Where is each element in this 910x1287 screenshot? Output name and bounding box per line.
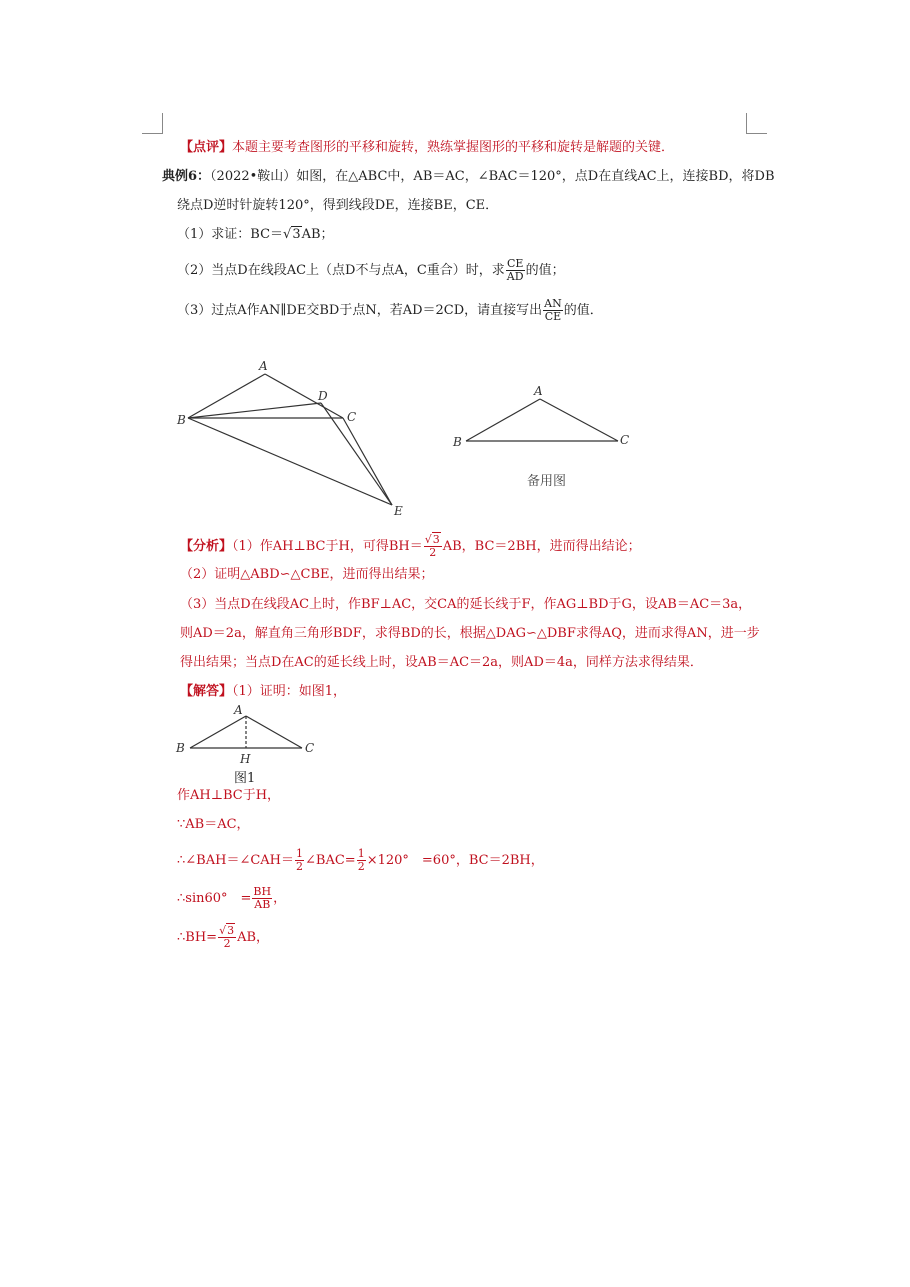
label-c: C <box>305 741 315 755</box>
analysis-fraction: $\frac{√3}{2}$ <box>424 533 440 559</box>
spare-figure <box>450 380 640 455</box>
label-b: B <box>453 435 462 449</box>
analysis-line-4 <box>180 625 760 643</box>
label-b: B <box>177 413 186 427</box>
solution-tag: 【解答】 <box>180 684 233 699</box>
solution-text: AB， <box>237 930 270 945</box>
fraction-half <box>357 848 366 873</box>
figure-1-caption: 图1 <box>234 771 256 786</box>
numerator: 1 <box>357 847 365 860</box>
solution-text: ∴∠BAH＝∠CAH＝ <box>177 853 295 868</box>
part2-numerator: CE <box>506 257 524 270</box>
label-b: B <box>176 741 185 755</box>
segment-ba <box>466 399 540 441</box>
label-a: A <box>234 703 243 717</box>
fraction-root3-over-2: $\frac{√3}{2}$ <box>219 924 235 950</box>
segment-ba <box>190 716 246 748</box>
solution-text: ∠BAC= <box>305 853 356 868</box>
analysis-text: （3）当点D在线段AC上时，作BF⊥AC，交CA的延长线于F，作AG⊥BD于G，设AB＝AC＝3a， <box>180 597 752 612</box>
segment-ac <box>540 399 618 441</box>
label-e: E <box>394 504 403 518</box>
part1-text-end: AB； <box>301 227 334 242</box>
solution-text: ∴sin60° = <box>177 891 252 906</box>
problem-line-1 <box>162 168 775 186</box>
analysis-numerator: 3 <box>432 533 440 546</box>
denominator: AB <box>254 898 271 911</box>
comment-tag: 【点评】 <box>180 140 233 155</box>
numerator: 3 <box>227 924 235 937</box>
analysis-text: 得出结果；当点D在AC的延长线上时，设AB＝AC＝2a，则AD＝4a，同样方法求得结果． <box>180 655 703 670</box>
analysis-text: （2）证明△ABD∽△CBE，进而得出结果； <box>180 567 434 582</box>
solution-text: ×120° =60°，BC＝2BH， <box>366 853 544 868</box>
problem-part-2 <box>177 258 565 283</box>
solution-text: 作AH⊥BC于H， <box>177 788 281 803</box>
numerator: BH <box>253 885 272 898</box>
page-corner-mark <box>746 113 767 134</box>
part1-sqrt: 3 <box>292 227 301 242</box>
solution-step-5 <box>177 925 269 950</box>
comment-line <box>180 139 674 157</box>
problem-text-1: （2022•鞍山）如图，在△ABC中，AB＝AC，∠BAC＝120°，点D在直线AC上，连接BD，将DB <box>210 169 775 184</box>
analysis-text: （1）作AH⊥BC于H，可得BH＝ <box>232 539 423 554</box>
numerator: 1 <box>296 847 304 860</box>
label-a: A <box>259 359 268 373</box>
analysis-line-2 <box>180 566 434 584</box>
problem-part-3 <box>177 298 603 323</box>
fraction-half <box>295 848 304 873</box>
solution-text: （1）证明：如图1， <box>232 684 347 699</box>
analysis-text: 则AD＝2a，解直角三角形BDF，求得BD的长，根据△DAG∽△DBF求得AQ，进而求得AN，进一步 <box>180 626 760 641</box>
main-figure <box>170 355 410 520</box>
spare-figure-caption: 备用图 <box>527 474 567 489</box>
solution-step-4 <box>177 886 286 911</box>
part3-fraction <box>543 298 563 323</box>
part2-text-end: 的值； <box>525 263 565 278</box>
comment-text: 本题主要考查图形的平移和旋转，熟练掌握图形的平移和旋转是解题的关键． <box>232 140 675 155</box>
analysis-line-1 <box>180 534 641 559</box>
denominator: 2 <box>296 860 304 873</box>
solution-step-3 <box>177 848 544 873</box>
solution-step-1 <box>177 787 280 805</box>
part1-text: （1）求证：BC＝ <box>177 227 284 242</box>
figure-1 <box>172 700 322 770</box>
label-a: A <box>534 384 543 398</box>
segment-ba <box>188 374 265 418</box>
problem-text-2: 绕点D逆时针旋转120°，得到线段DE，连接BE，CE． <box>177 198 499 213</box>
denominator: 2 <box>357 860 365 873</box>
segment-bd <box>188 403 321 418</box>
segment-ac <box>246 716 302 748</box>
part2-denominator: AD <box>506 270 524 283</box>
label-d: D <box>318 389 328 403</box>
part2-fraction <box>506 258 525 283</box>
solution-text: ∵AB＝AC， <box>177 817 250 832</box>
solution-step-2 <box>177 816 250 834</box>
analysis-text-end: AB，BC＝2BH，进而得出结论； <box>442 539 641 554</box>
part2-text: （2）当点D在线段AC上（点D不与点A，C重合）时，求 <box>177 263 505 278</box>
part3-text-end: 的值． <box>563 303 603 318</box>
problem-part-1: （1）求证：BC＝√3AB； <box>177 227 334 242</box>
problem-label: 典例6： <box>162 169 211 184</box>
solution-text: ∴BH= <box>177 930 218 945</box>
part3-denominator: CE <box>544 310 562 323</box>
analysis-line-5 <box>180 654 703 672</box>
problem-line-2 <box>177 197 498 215</box>
segment-ce <box>343 418 392 505</box>
part3-numerator: AN <box>544 297 562 310</box>
solution-text: ， <box>273 891 287 906</box>
label-c: C <box>347 410 357 424</box>
page-corner-mark <box>142 113 163 134</box>
fraction-bh-ab <box>252 886 272 911</box>
analysis-denominator: 2 <box>429 546 437 559</box>
analysis-tag: 【分析】 <box>180 539 233 554</box>
label-h: H <box>240 752 251 766</box>
segment-ac <box>265 374 343 418</box>
solution-line-1 <box>180 683 346 701</box>
part3-text: （3）过点A作AN∥DE交BD于点N，若AD＝2CD，请直接写出 <box>177 303 543 318</box>
analysis-line-3 <box>180 596 751 614</box>
label-c: C <box>620 433 630 447</box>
denominator: 2 <box>223 937 231 950</box>
